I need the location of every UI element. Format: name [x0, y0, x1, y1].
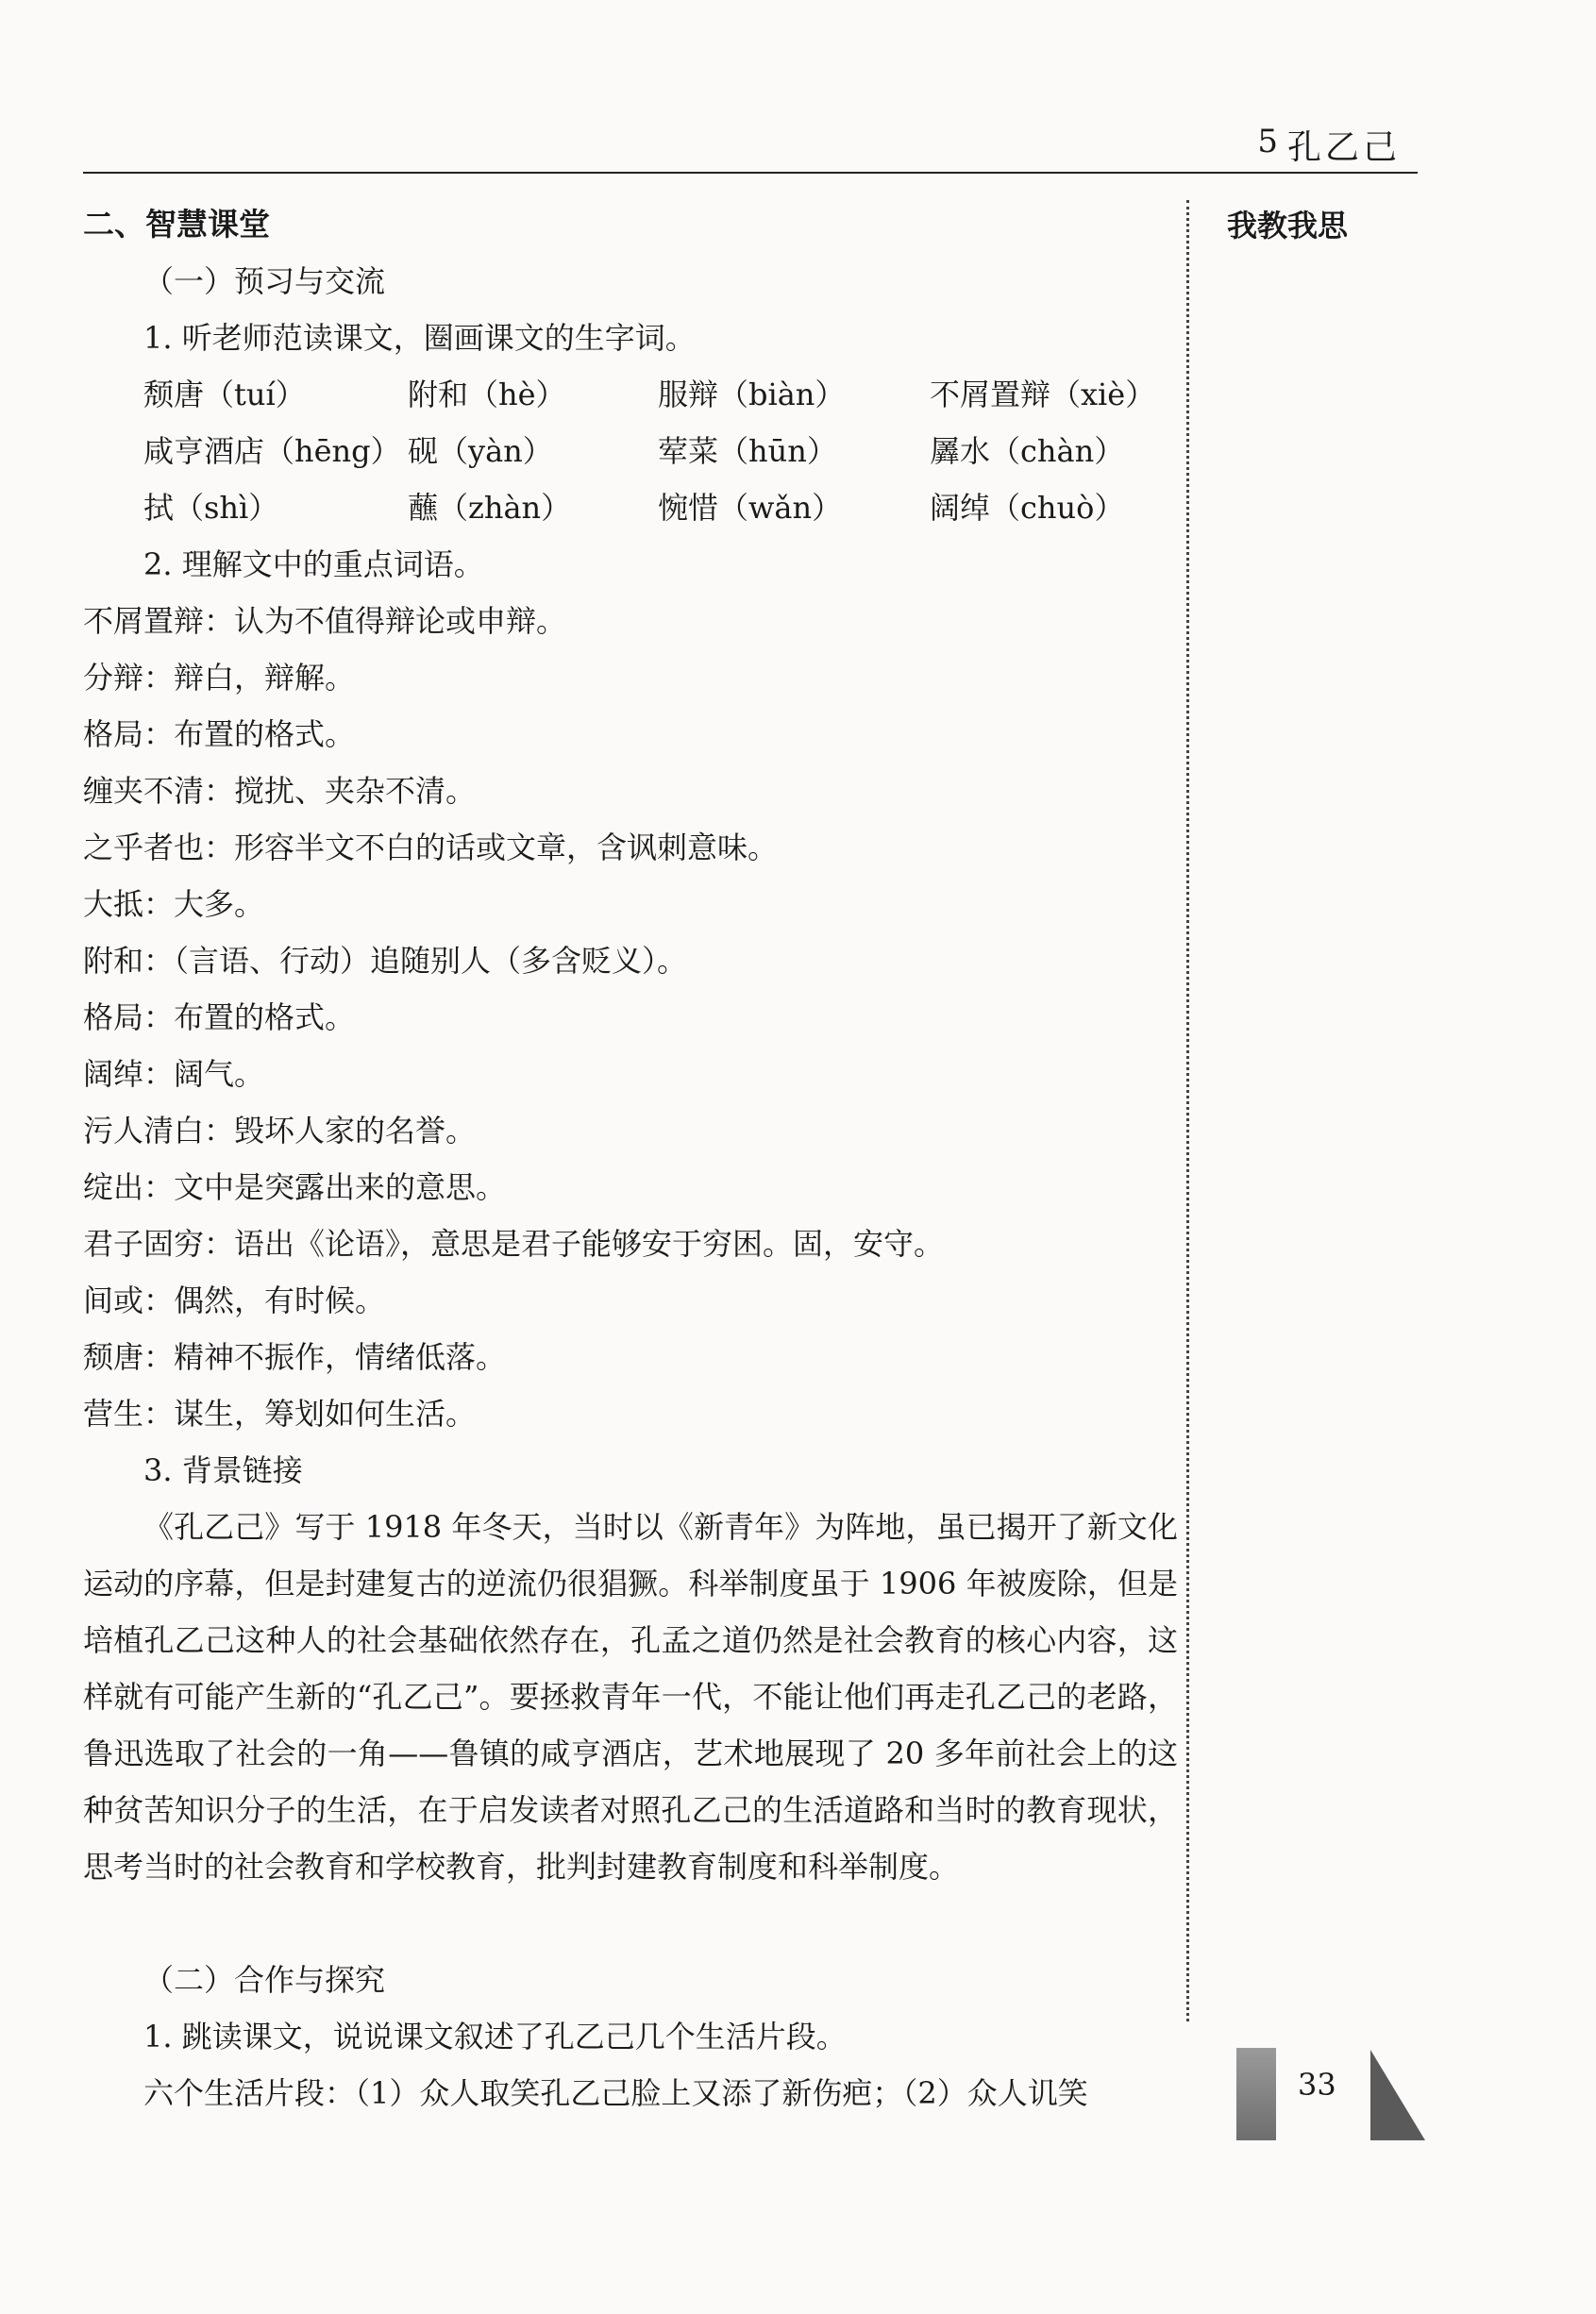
definition: 附和：（言语、行动）追随别人（多含贬义）。	[83, 943, 688, 979]
vocab-row	[83, 479, 1178, 536]
definition: 大抵：大多。	[83, 886, 265, 922]
definition: 污人清白：毁坏人家的名誉。	[83, 1113, 477, 1149]
vocab-item: 服辩（biàn）	[658, 377, 846, 412]
vocab-item: 惋惜（wǎn）	[658, 490, 843, 526]
vocab-item: 荤菜（hūn）	[658, 433, 837, 469]
definition: 营生：谋生，筹划如何生活。	[83, 1396, 477, 1432]
background-paragraph: 《孔乙己》写于 1918 年冬天，当时以《新青年》为阵地，虽已揭开了新文化运动的序幕，但是封建复古的逆流仍很猖獗。科举制度虽于 1906 年被废除，但是培植孔乙己这种人的社会基础依然存在，孔孟之道仍然是社会教育的核心内容，这样就有可能产生新的“孔乙己”。要拯救青年一代，不能让他们再走孔乙己的老路，鲁迅选取了社会的一角——鲁镇的咸亨酒店，艺术地展现了 20 多年前社会上的这种贫苦知识分子的生活，在于启发读者对照孔乙己的生活道路和当时的教育现状，思考当时的社会教育和学校教育，批判封建教育制度和科举制度。	[83, 1509, 1178, 1885]
column-divider	[1186, 200, 1189, 2021]
chapter-number: 5	[1257, 123, 1278, 160]
question-3: 3. 背景链接	[143, 1452, 303, 1488]
definition: 君子固穷：语出《论语》，意思是君子能够安于穷困。固，安守。	[83, 1226, 945, 1262]
vocab-item: 羼水（chàn）	[930, 433, 1125, 469]
definition: 分辩：辩白，辩解。	[83, 660, 356, 696]
definition: 缠夹不清：搅扰、夹杂不清。	[83, 773, 477, 809]
sidebar-title: 我教我思	[1227, 208, 1349, 243]
answer-start: 六个生活片段：（1）众人取笑孔乙己脸上又添了新伤疤；（2）众人讥笑	[143, 2075, 1088, 2111]
vocab-item: 蘸（zhàn）	[408, 490, 572, 526]
vocab-item: 拭（shì）	[143, 490, 279, 526]
vocab-row	[83, 366, 1178, 423]
question-4: 1. 跳读课文，说说课文叙述了孔乙己几个生活片段。	[143, 2019, 847, 2054]
definition: 格局：布置的格式。	[83, 716, 356, 752]
definition: 阔绰：阔气。	[83, 1056, 265, 1092]
definition: 格局：布置的格式。	[83, 999, 356, 1035]
vocab-item: 砚（yàn）	[408, 433, 553, 469]
vocab-item: 咸亨酒店（hēng）	[143, 433, 401, 469]
footer-bar-decoration	[1236, 2048, 1276, 2140]
definition: 间或：偶然，有时候。	[83, 1283, 386, 1318]
page-number: 33	[1298, 2067, 1336, 2103]
definition: 颓唐：精神不振作，情绪低落。	[83, 1339, 507, 1375]
definition: 之乎者也：形容半文不白的话或文章，含讽刺意味。	[83, 830, 779, 865]
page-header	[83, 111, 1418, 174]
question-2: 2. 理解文中的重点词语。	[143, 546, 484, 582]
definition: 绽出：文中是突露出来的意思。	[83, 1169, 507, 1205]
footer-triangle-decoration	[1370, 2050, 1425, 2140]
vocab-item: 不屑置辩（xiè）	[930, 377, 1156, 412]
definition: 不屑置辩：认为不值得辩论或申辩。	[83, 603, 567, 639]
question-1: 1. 听老师范读课文，圈画课文的生字词。	[143, 320, 696, 356]
main-content	[83, 196, 1178, 2121]
vocab-row	[83, 423, 1178, 479]
vocab-item: 附和（hè）	[408, 377, 566, 412]
part2-title: （二）合作与探究	[143, 1962, 386, 1998]
chapter-title: 孔乙己	[1286, 128, 1401, 167]
part1-title: （一）预习与交流	[143, 263, 386, 299]
section-title: 二、智慧课堂	[83, 206, 270, 243]
vocab-item: 阔绰（chuò）	[930, 490, 1125, 526]
vocab-item: 颓唐（tuí）	[143, 377, 306, 412]
